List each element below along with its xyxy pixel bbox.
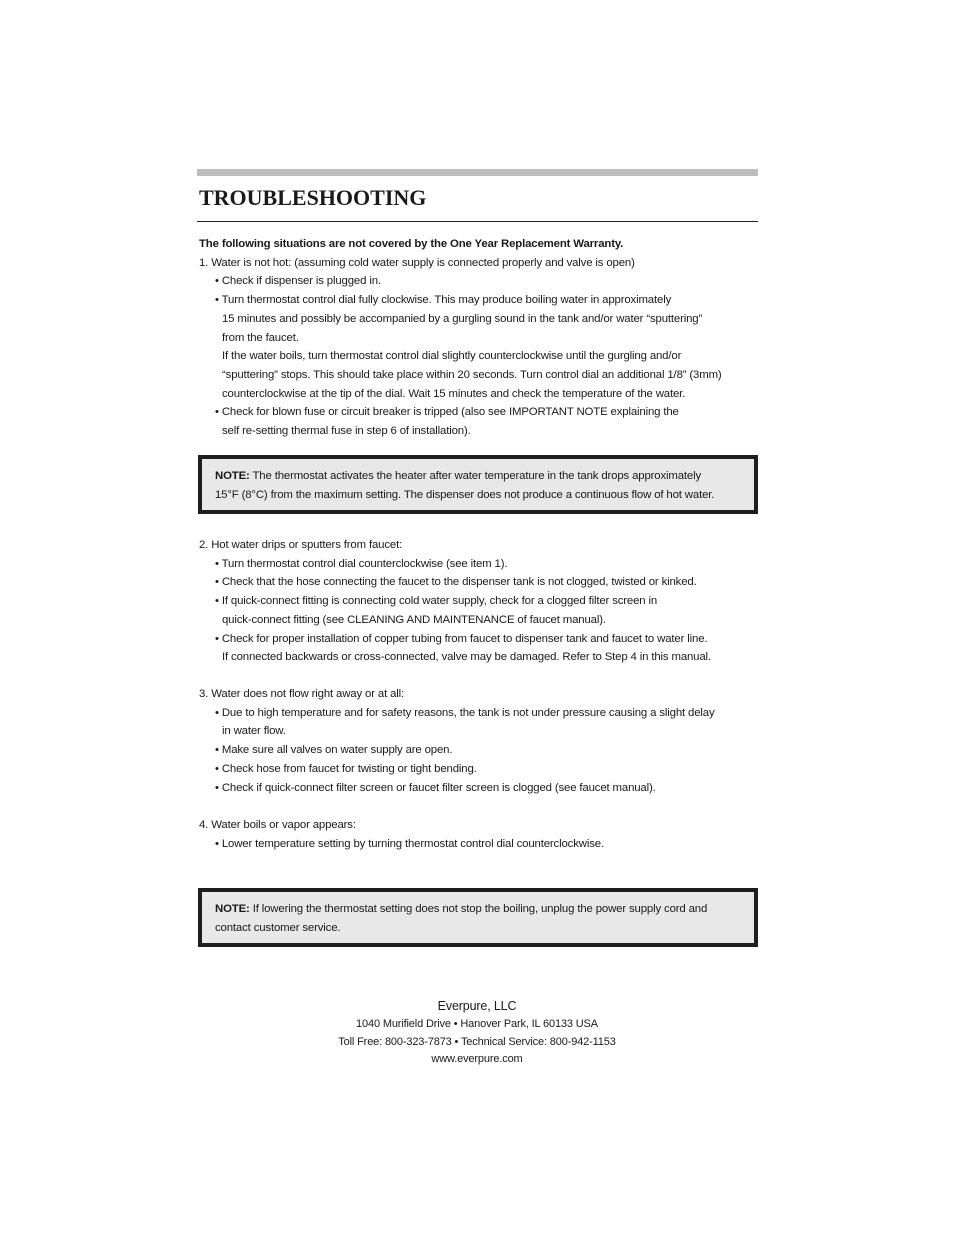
list-item-continuation: from the faucet. <box>222 331 299 344</box>
troubleshooting-page <box>197 169 758 934</box>
item-water-no-flow <box>197 685 758 797</box>
list-item-continuation: counterclockwise at the tip of the dial. Wait 15 minutes and check the temperature of the water. <box>222 387 686 400</box>
troubleshooting-content <box>197 235 758 441</box>
list-item: • If quick-connect fitting is connecting cold water supply, check for a clogged filter screen in <box>215 595 658 608</box>
company-footer <box>0 997 954 1069</box>
item-heading: 1. Water is not hot: (assuming cold water supply is connected properly and valve is open) <box>199 256 635 269</box>
item-water-boils <box>197 816 758 853</box>
list-item: • Check if quick-connect filter screen or faucet filter screen is clogged (see faucet manual). <box>215 781 656 794</box>
list-item: • Check if dispenser is plugged in. <box>215 275 381 288</box>
item-heading: 3. Water does not flow right away or at all: <box>199 688 405 700</box>
list-item-continuation: “sputtering” stops. This should take place within 20 seconds. Turn control dial an additional 1/8” (3mm) <box>222 368 722 381</box>
list-item: • Check for blown fuse or circuit breaker is tripped (also see IMPORTANT NOTE explaining the <box>215 406 679 419</box>
note-text: 15°F (8°C) from the maximum setting. The dispenser does not produce a continuous flow of hot water. <box>215 488 715 501</box>
item-heading: 2. Hot water drips or sputters from faucet: <box>199 539 403 551</box>
note-text: The thermostat activates the heater after water temperature in the tank drops approximately <box>249 470 702 482</box>
title-divider <box>197 221 758 222</box>
list-item: • Make sure all valves on water supply are open. <box>215 744 453 757</box>
note-text: contact customer service. <box>215 921 341 934</box>
item-heading: 4. Water boils or vapor appears: <box>199 819 356 831</box>
list-item-continuation: 15 minutes and possibly be accompanied by a gurgling sound in the tank and/or water “sputtering” <box>222 312 703 325</box>
list-item-continuation: If connected backwards or cross-connected, valve may be damaged. Refer to Step 4 in this manual. <box>222 651 711 664</box>
list-item: • Check hose from faucet for twisting or tight bending. <box>215 762 477 775</box>
list-item-continuation: If the water boils, turn thermostat control dial slightly counterclockwise until the gurgling and/or <box>222 350 682 363</box>
note-box-boiling <box>198 888 758 947</box>
list-item: • Due to high temperature and for safety reasons, the tank is not under pressure causing a slight delay <box>215 706 715 719</box>
list-item-continuation: quick-connect fitting (see CLEANING AND MAINTENANCE of faucet manual). <box>222 613 606 626</box>
header-bar <box>197 169 758 176</box>
note-text: If lowering the thermostat setting does not stop the boiling, unplug the power supply cord and <box>249 903 708 915</box>
company-website: www.everpure.com <box>431 1053 523 1065</box>
company-name: Everpure, LLC <box>437 999 517 1013</box>
item-hot-water-drips <box>197 536 758 667</box>
warranty-intro: The following situations are not covered by the One Year Replacement Warranty. <box>199 238 624 250</box>
list-item: • Lower temperature setting by turning thermostat control dial counterclockwise. <box>215 837 604 850</box>
company-phone: Toll Free: 800-323-7873 • Technical Service: 800-942-1153 <box>338 1035 616 1048</box>
item-water-not-hot <box>197 254 758 441</box>
page-title: TROUBLESHOOTING <box>199 185 427 210</box>
note-label: NOTE: <box>215 903 250 915</box>
list-item-continuation: self re-setting thermal fuse in step 6 of installation). <box>222 425 471 438</box>
note-box-thermostat <box>198 455 758 514</box>
company-address: 1040 Murifield Drive • Hanover Park, IL 60133 USA <box>356 1018 598 1030</box>
list-item: • Check for proper installation of copper tubing from faucet to dispenser tank and faucet to water line. <box>215 632 708 645</box>
list-item-continuation: in water flow. <box>222 725 286 738</box>
list-item: • Turn thermostat control dial fully clockwise. This may produce boiling water in approximately <box>215 294 672 307</box>
list-item: • Turn thermostat control dial counterclockwise (see item 1). <box>215 557 508 570</box>
note-label: NOTE: <box>215 470 250 482</box>
list-item: • Check that the hose connecting the faucet to the dispenser tank is not clogged, twisted or kinked. <box>215 576 697 589</box>
